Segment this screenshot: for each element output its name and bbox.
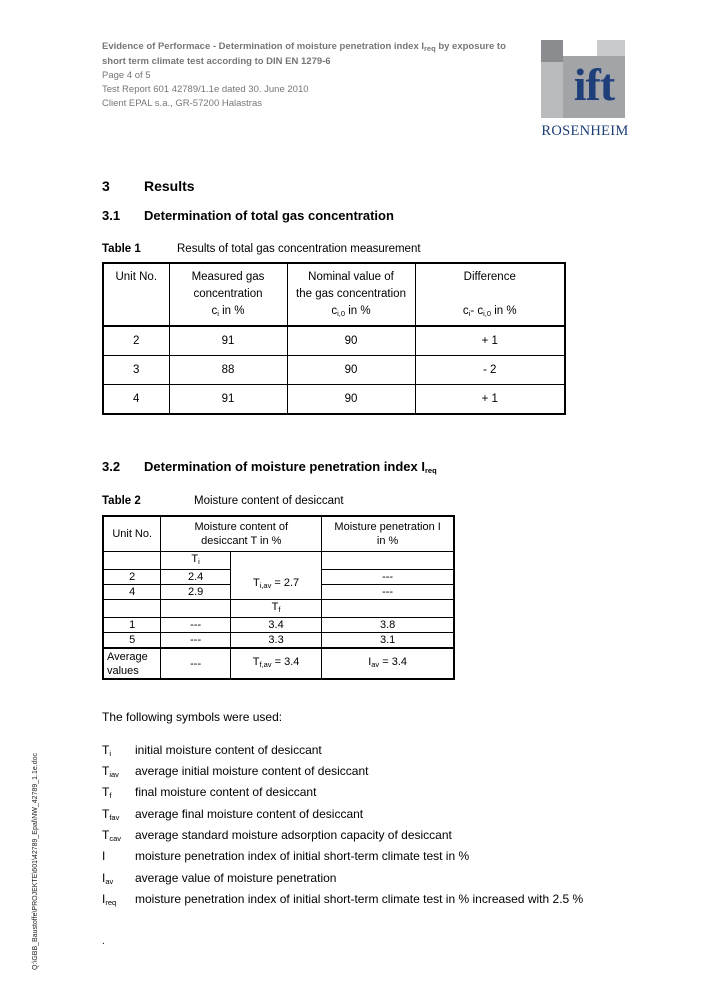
table-row [103, 633, 454, 649]
table-row [103, 356, 565, 385]
logo-city: ROSENHEIM [541, 123, 629, 139]
symbols-intro: The following symbols were used: [102, 710, 283, 724]
header-title: Evidence of Performace - Determination of moisture penetration index $I_{req}$ by exposure to [102, 41, 506, 53]
symbol-entry: $T_i$ initial moisture content of desiccant [102, 743, 322, 758]
cell: --- [161, 633, 231, 649]
table-row [103, 552, 454, 570]
cell [322, 600, 454, 618]
header-page: Page 4 of 5 [102, 70, 151, 81]
cell: 91 [169, 385, 287, 415]
symbol-entry: $T_{cav}$ average standard moisture adsorption capacity of desiccant [102, 828, 452, 843]
cell: 4 [103, 585, 161, 600]
cell: 90 [287, 326, 415, 356]
cell: 90 [287, 356, 415, 385]
cell: --- [322, 570, 454, 585]
cell: 91 [169, 326, 287, 356]
cell [103, 552, 161, 570]
table-row [103, 600, 454, 618]
table-header-row [103, 263, 565, 326]
cell: $T_{i,av} = 2.7$ [230, 570, 321, 600]
moisture-content-table [102, 515, 455, 680]
header-report: Test Report 601 42789/1.1e dated 30. June 2010 [102, 84, 309, 95]
cell: 3.1 [322, 633, 454, 649]
cell: - 2 [415, 356, 565, 385]
subsection-heading: 3.1 Determination of total gas concentration [102, 208, 394, 223]
header-cell: Moisture penetration I in % [322, 516, 454, 552]
cell [161, 600, 231, 618]
header-cell: Measured gas concentration $c_i$ in % [169, 263, 287, 326]
cell: 4 [103, 385, 169, 415]
header-cell: Unit No. [103, 263, 169, 326]
table-row [103, 648, 454, 679]
cell: --- [322, 585, 454, 600]
table-row [103, 618, 454, 633]
logo-square [541, 62, 563, 118]
table-row [103, 326, 565, 356]
cell: 2.4 [161, 570, 231, 585]
cell [230, 552, 321, 570]
cell [322, 552, 454, 570]
symbol-entry: I moisture penetration index of initial short-term climate test in % [102, 849, 470, 863]
header-client: Client EPAL s.a., GR-57200 Halastras [102, 98, 262, 109]
symbol-entry: $I_{av}$ average value of moisture penetration [102, 871, 337, 886]
cell [103, 600, 161, 618]
symbol-entry: $T_f$ final moisture content of desiccant [102, 785, 317, 800]
cell: 2 [103, 326, 169, 356]
cell: 90 [287, 385, 415, 415]
ift-rosenheim-logo [541, 40, 629, 144]
cell: 2 [103, 570, 161, 585]
table-row [103, 385, 565, 415]
document-header [102, 40, 522, 110]
table-caption: Table 1 Results of total gas concentration measurement [102, 243, 421, 255]
footer-dot: . [102, 936, 105, 947]
cell: 88 [169, 356, 287, 385]
symbol-entry: $I_{req}$ moisture penetration index of initial short-term climate test in % increased with 2.5 % [102, 892, 584, 907]
table-row [103, 570, 454, 585]
cell: 5 [103, 633, 161, 649]
table-caption: Table 2 Moisture content of desiccant [102, 495, 344, 507]
cell: Average values [103, 648, 161, 679]
cell: + 1 [415, 385, 565, 415]
cell: $I_{av} = 3.4$ [322, 648, 454, 679]
header-cell: Difference $c_i-$ $c_{i,0}$ in % [415, 263, 565, 326]
file-path-text: Q:\GBB_Baustoffe\PROJEKTE\601\42789_Epal\NW_42789_1.1e.doc [32, 752, 39, 970]
cell: 1 [103, 618, 161, 633]
header-title-line2: short term climate test according to DIN EN 1279-6 [102, 56, 331, 67]
cell: $T_f$ [230, 600, 321, 618]
gas-concentration-table [102, 262, 566, 415]
cell: --- [161, 618, 231, 633]
logo-text: ift [573, 59, 615, 110]
cell: 3.3 [230, 633, 321, 649]
cell: 2.9 [161, 585, 231, 600]
section-heading: 3 Results [102, 178, 195, 194]
subsection-heading: 3.2 Determination of moisture penetration index $I_{req}$ [102, 459, 437, 475]
logo-square [541, 40, 563, 62]
symbol-entry: $T_{fav}$ average final moisture content of desiccant [102, 807, 364, 822]
cell: 3.4 [230, 618, 321, 633]
cell: $T_{f,av} = 3.4$ [230, 648, 321, 679]
symbol-entry: $T_{iav}$ average initial moisture content of desiccant [102, 764, 369, 779]
header-cell: Nominal value of the gas concentration $c_{i,0}$ in % [287, 263, 415, 326]
cell: 3 [103, 356, 169, 385]
cell: --- [161, 648, 231, 679]
header-cell: Moisture content of desiccant T in % [161, 516, 322, 552]
cell: + 1 [415, 326, 565, 356]
cell: 3.8 [322, 618, 454, 633]
cell: $T_i$ [161, 552, 231, 570]
file-path-margin [32, 740, 44, 970]
header-cell: Unit No. [103, 516, 161, 552]
table-header-row [103, 516, 454, 552]
